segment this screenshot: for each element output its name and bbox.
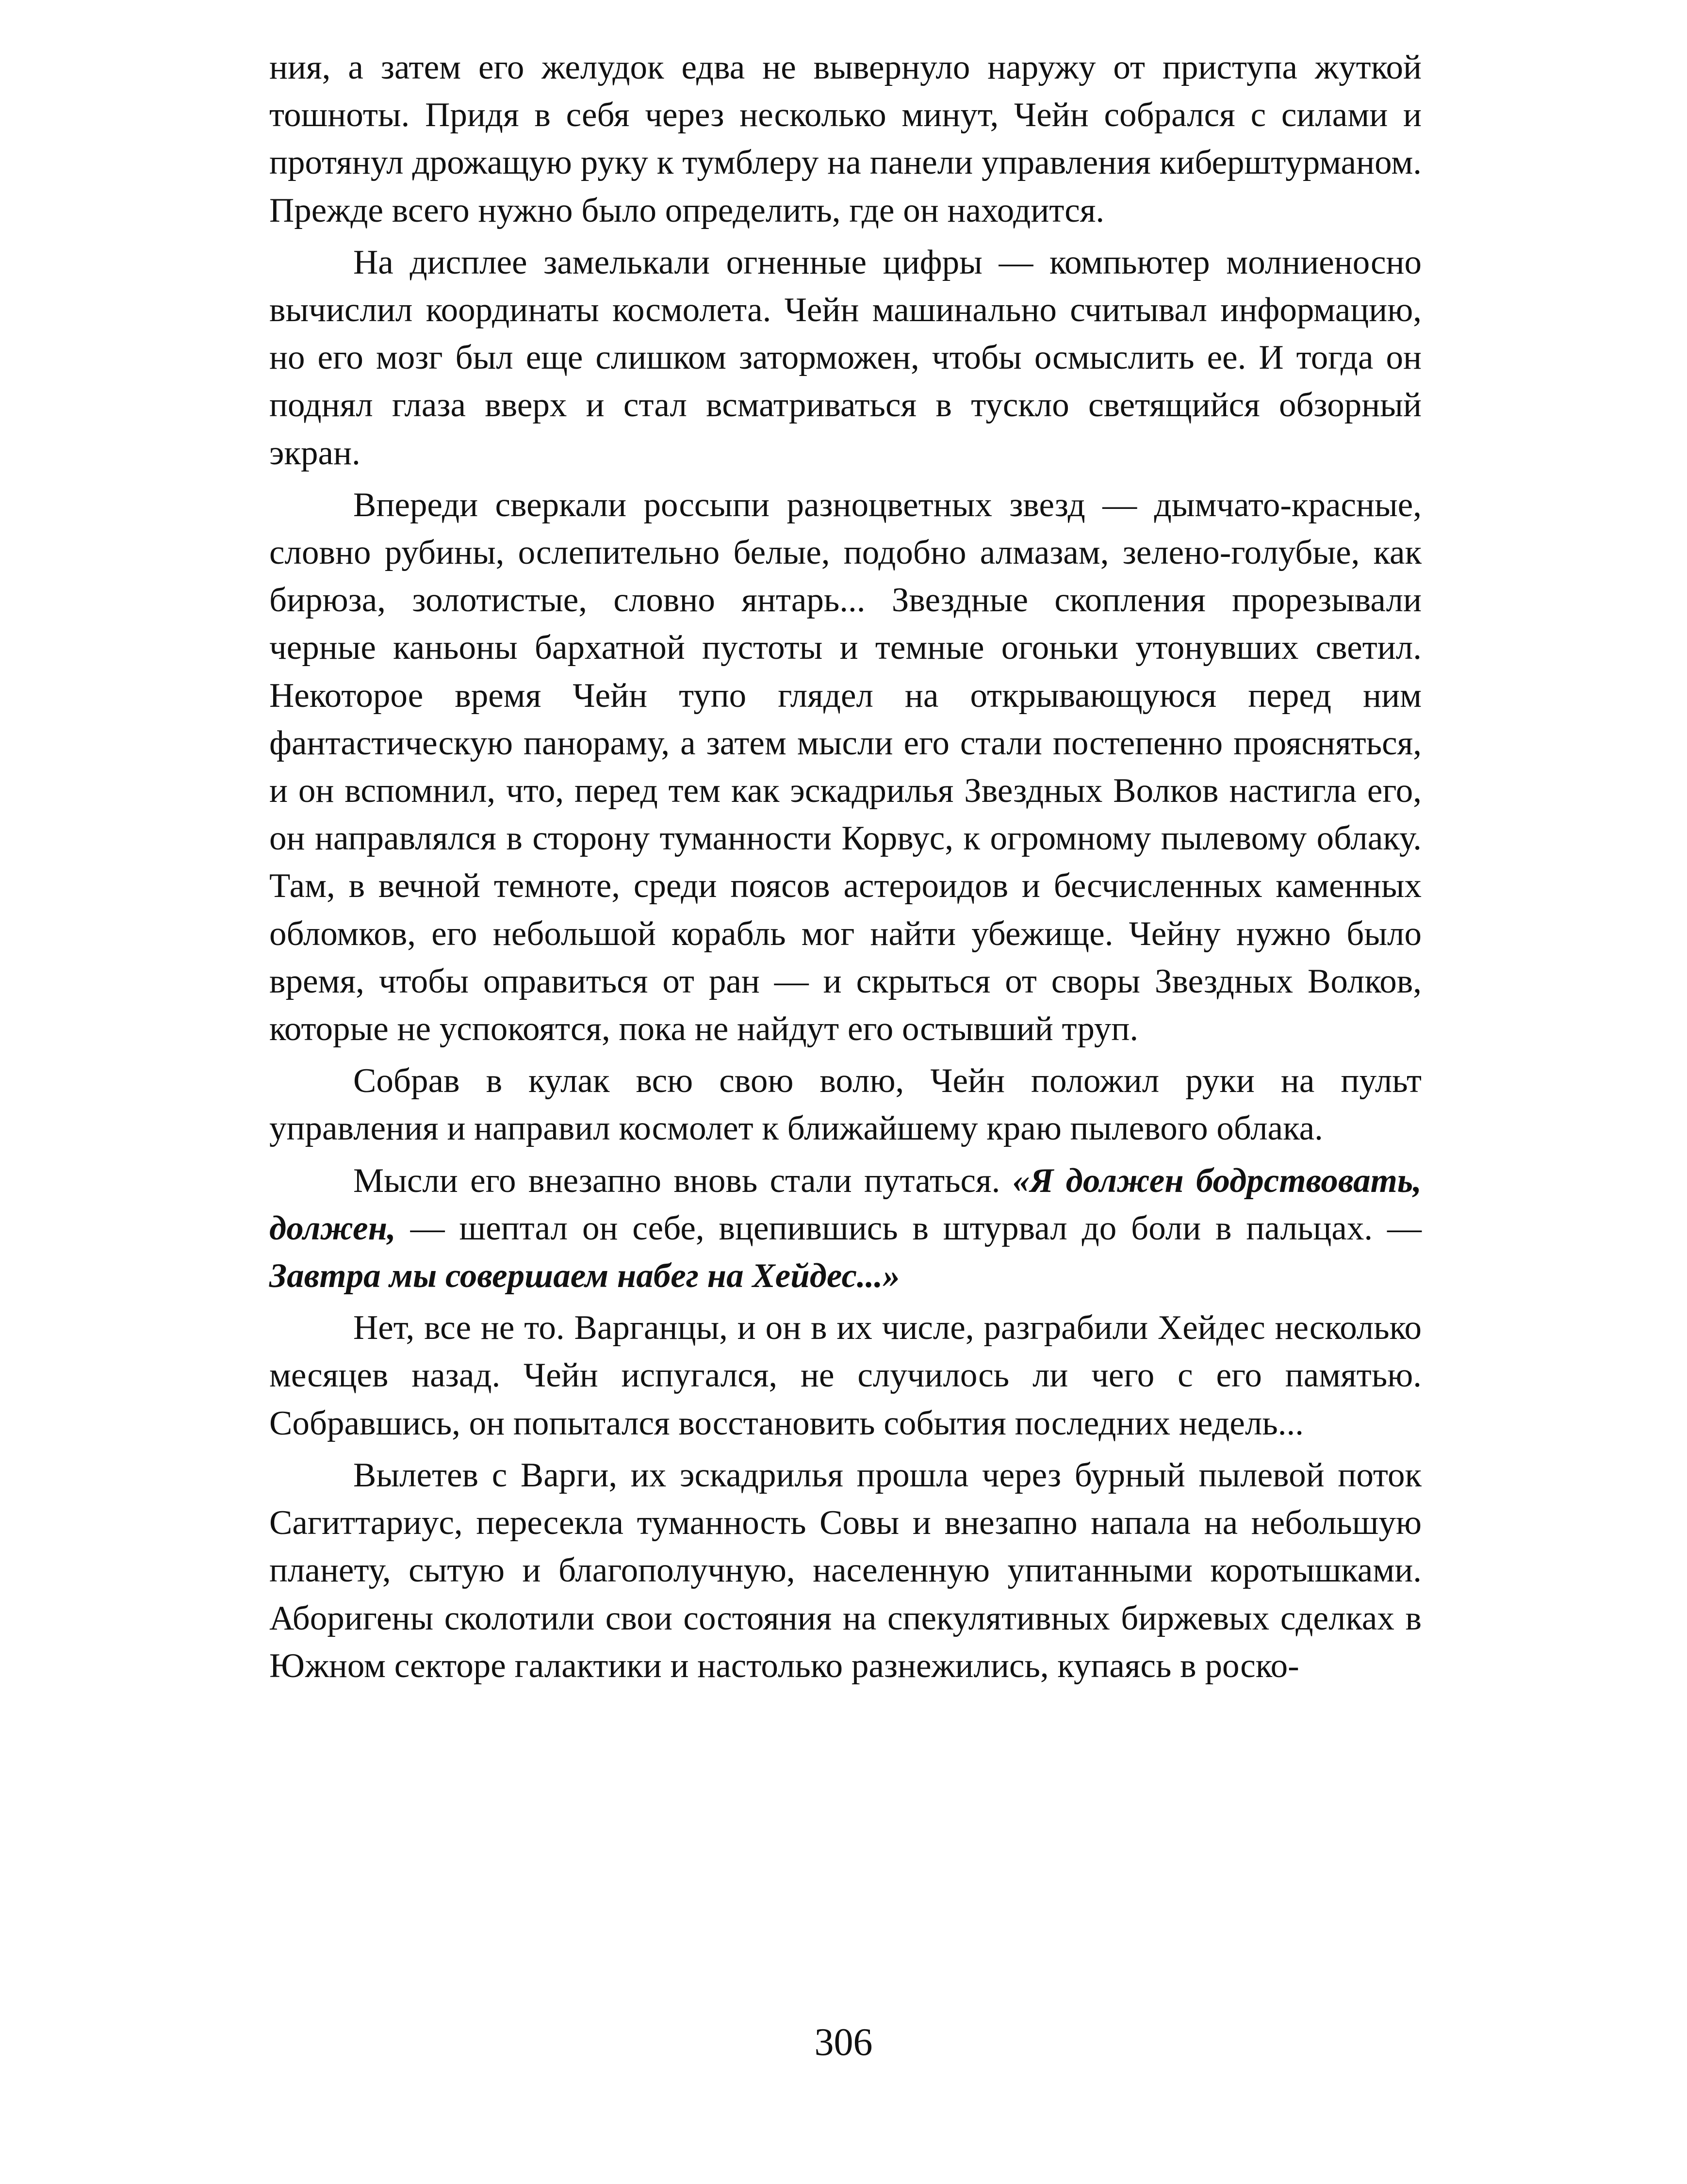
paragraph-2: На дисплее замелькали огненные цифры — компьютер молниеносно вычислил координаты космолета. Чейн машинально считывал информацию, но его мозг был еще слишком заторможен, чтобы осмыслить ее. И тогда он поднял глаза вверх и стал всматриваться в тускло светящийся обзорный экран. <box>269 243 1422 472</box>
paragraph-7: Вылетев с Варги, их эскадрилья прошла через бурный пылевой поток Сагиттариус, пересекла туманность Совы и внезапно напала на небольшую планету, сытую и благополучную, населенную упитанными коротышками. Аборигены сколотили свои состояния на спекулятивных биржевых сделках в Южном секторе галактики и настолько разнежились, купаясь в роско- <box>269 1456 1422 1685</box>
paragraph-5-mid: — шептал он себе, вцепившись в штурвал до боли в пальцах. — <box>395 1209 1422 1247</box>
paragraph-3: Впереди сверкали россыпи разноцветных звезд — дымчато-красные, словно рубины, ослепительно белые, подобно алмазам, зелено-голубые, как бирюза, золотистые, словно янтарь... Звездные скопления прорезывали черные каньоны бархатной пустоты и темные огоньки утонувших светил. Некоторое время Чейн тупо глядел на открывающуюся перед ним фантастическую панораму, а затем мысли его стали постепенно проясняться, и он вспомнил, что, перед тем как эскадрилья Звездных Волков настигла его, он направлялся в сторону туманности Корвус, к огромному пылевому облаку. Там, в вечной темноте, среди поясов астероидов и бесчисленных каменных обломков, его небольшой корабль мог найти убежище. Чейну нужно было время, чтобы оправиться от ран — и скрыться от своры Звездных Волков, которые не успокоятся, пока не найдут его остывший труп. <box>269 486 1422 1048</box>
paragraph-6: Нет, все не то. Варганцы, и он в их числе, разграбили Хейдес несколько месяцев назад. Чейн испугался, не случилось ли чего с его памятью. Собравшись, он попытался восстановить события последних недель... <box>269 1309 1422 1442</box>
paragraph-5-lead: Мысли его внезапно вновь стали путаться. <box>353 1161 1013 1200</box>
paragraph-1: ния, а затем его желудок едва не вывернуло наружу от приступа жуткой тошноты. Придя в себя через несколько минут, Чейн собрался с силами и протянул дрожащую руку к тумблеру на панели управления киберштурманом. Прежде всего нужно было определить, где он находится. <box>269 49 1422 229</box>
paragraph-5-italic-quote-2: Завтра мы совершаем набег на Хейдес...» <box>269 1257 900 1295</box>
paragraph-5-italic-quote-1: «Я должен бодрствовать, должен, <box>269 1161 1422 1247</box>
paragraph-4: Собрав в кулак всю свою волю, Чейн положил руки на пульт управления и направил космолет к ближайшему краю пылевого облака. <box>269 1062 1422 1148</box>
paragraph-5 <box>269 1157 1422 1300</box>
page-text <box>269 44 1422 1690</box>
page-number: 306 <box>814 2021 873 2064</box>
